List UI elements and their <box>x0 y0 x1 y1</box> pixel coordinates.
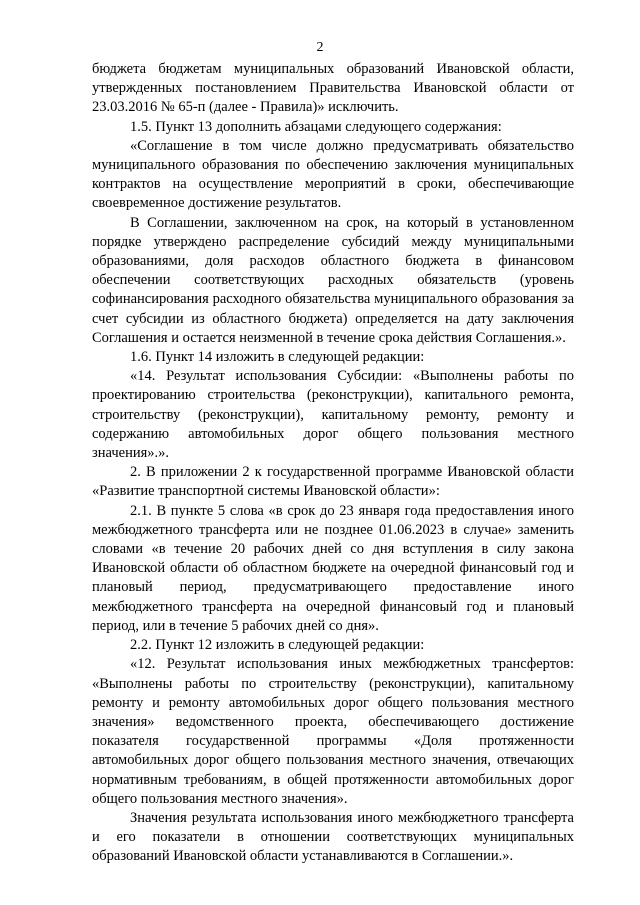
paragraph-2: 1.5. Пункт 13 дополнить абзацами следующего содержания: <box>130 118 502 135</box>
paragraph-8: 2.1. В пункте 5 слова «в срок до 23 января года предоставления иного межбюджетного трансферта или не позднее 01.06.2023 в случае» заменить словами «в течение 20 рабочих дней со дня вступления в силу закона Ивановской области об областном бюджете на очередной финансовый год и плановый период, предусматривающего предоставление иного межбюджетного трансферта на очередной финансовый год и плановый период, или в течение 5 рабочих дней со дня». <box>92 502 574 634</box>
paragraph-4: В Соглашении, заключенном на срок, на который в установленном порядке утверждено распределение субсидий между муниципальными образованиями, доля расходов областного бюджета в финансовом обеспечении соответствующих расходных обязательств (уровень софинансирования расходного обязательства муниципального образования за счет субсидии из областного бюджета) определяется на дату заключения Соглашения и остается неизменной в течение срока действия Соглашения.». <box>92 214 574 346</box>
paragraph-11: Значения результата использования иного межбюджетного трансферта и его показатели в отношении соответствующих муниципальных образований Ивановской области устанавливаются в Соглашении.». <box>92 809 574 865</box>
paragraph-10: «12. Результат использования иных межбюджетных трансфертов: «Выполнены работы по строительству (реконструкции), капитальному ремонту и ремонту автомобильных дорог общего пользования местного значения» ведомственного проекта, обеспечивающего достижение показателя государственной программы «Доля протяженности автомобильных дорог общего пользования местного значения, отвечающих нормативным требованиям, в общей протяженности автомобильных дорог общего пользования местного значения». <box>92 656 574 807</box>
paragraph-6: «14. Результат использования Субсидии: «Выполнены работы по проектированию строительства (реконструкции), капитального ремонта, строительству (реконструкции), капитальному ремонту, ремонту и содержанию автомобильных дорог общего пользования местного значения».». <box>92 368 574 462</box>
paragraph-7: 2. В приложении 2 к государственной программе Ивановской области «Развитие транспортной системы Ивановской области»: <box>92 464 574 500</box>
paragraph-1: бюджета бюджетам муниципальных образований Ивановской области, утвержденных постановлением Правительства Ивановской области от 23.03.2016 № 65-п (далее - Правила)» исключить. <box>92 61 574 116</box>
page-number: 2 <box>316 40 324 55</box>
paragraph-3: «Соглашение в том числе должно предусматривать обязательство муниципального образования по обеспечению заключения муниципальных контрактов на осуществление мероприятий в сроки, обеспечивающие своевременное достижение результатов. <box>92 137 574 212</box>
paragraph-5: 1.6. Пункт 14 изложить в следующей редакции: <box>130 349 425 366</box>
paragraph-9: 2.2. Пункт 12 изложить в следующей редакции: <box>130 637 425 654</box>
document-body <box>92 60 574 867</box>
